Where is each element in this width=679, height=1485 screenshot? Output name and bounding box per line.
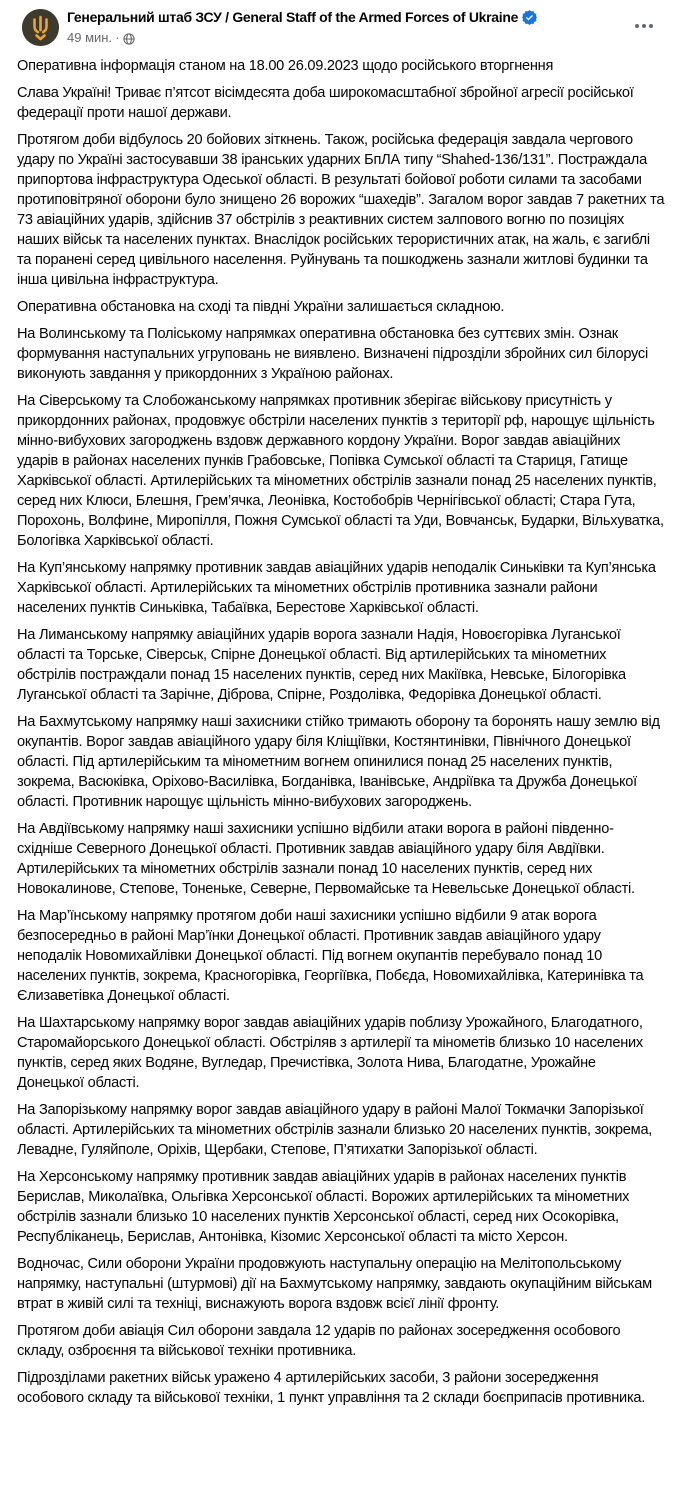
post-paragraph: На Шахтарському напрямку ворог завдав авіаційних ударів поблизу Урожайного, Благодатного, Старомайорського Донецької області. Обстріляв з артилерії та мінометів близько 10 населених пунктів, серед яких Водяне, Вугледар, Пречистівка, Золота Нива, Благодатне, Урожайне Донецької області. [17, 1015, 647, 1091]
post-paragraph: Оперативна обстановка на сході та півдні України залишається складною. [17, 299, 505, 315]
post-paragraph: Оперативна інформація станом на 18.00 26.09.2023 щодо російського вторгнення [17, 58, 554, 74]
verified-badge-icon [522, 10, 537, 25]
ellipsis-dot [635, 24, 639, 28]
post-paragraph: На Волинському та Поліському напрямках оперативна обстановка без суттєвих змін. Ознак формування наступальних угруповань не виявлено. Визначені підрозділи збройних сил білорусі виконують завдання у прикордонних з Україною районах. [17, 326, 652, 382]
post-paragraph: Протягом доби відбулось 20 бойових зіткнень. Також, російська федерація завдала чергового удару по Україні застосувавши 38 іранських ударних БпЛА типу “Shahed-136/131”. Постраждала припортова інфраструктура Одеської області. В результаті бойової роботи силами та засобами протиповітряної оборони було знищено 26 ворожих “шахедів”. Загалом ворог завдав 7 ракетних та 73 авіаційних ударів, здійснив 37 обстрілів з реактивних систем залпового вогню по позиціях наших військ та населених пунктах. Внаслідок російських терористичних атак, на жаль, є загиблі та поранені серед цивільного населення. Руйнувань та пошкоджень зазнали житлові будинки та інша цивільна інфраструктура. [17, 132, 669, 288]
post-paragraph: На Лиманському напрямку авіаційних ударів ворога зазнали Надія, Новоєгорівка Луганської області та Торське, Сіверськ, Спірне Донецької області. Від артилерійських та мінометних обстрілів постраждали понад 15 населених пунктів, серед них Макіївка, Невське, Білогорівка Луганської області та Зарічне, Діброва, Спірне, Роздолівка, Федорівка Донецької області. [17, 627, 630, 703]
header-info [67, 8, 623, 46]
post-paragraph: На Куп’янському напрямку противник завдав авіаційних ударів неподалік Синьківки та Куп’янська Харківської області. Артилерійських та мінометних обстрілів противника зазнали райони населених пунктів Синьківка, Табаївка, Берестове Харківської області. [17, 560, 660, 616]
post-meta-row [67, 30, 623, 46]
avatar[interactable] [22, 9, 59, 46]
page-name-row [67, 8, 623, 27]
post-options-button[interactable] [623, 14, 665, 38]
post-body-text [0, 46, 679, 1418]
timestamp-link[interactable]: 49 мин. [67, 30, 113, 45]
post-paragraph: На Авдіївському напрямку наші захисники успішно відбили атаки ворога в районі південно-східніше Северного Донецької області. Противник завдав авіаційного удару біля Авдіївки. Артилерійських та мінометних обстрілів зазнали понад 10 населених пунктів, серед них Новокалинове, Степове, Тоненьке, Северне, Первомайське та Невельське Донецької області. [17, 821, 635, 897]
post-paragraph: Водночас, Сили оборони України продовжують наступальну операцію на Мелітопольському напрямку, наступальні (штурмові) дії на Бахмутському напрямку, завдають окупаційним військам втрат в живій силі та техніці, виснажують ворога вздовж всієї лінії фронту. [17, 1256, 656, 1312]
trident-emblem-icon [22, 9, 59, 46]
page-name-link[interactable]: Генеральний штаб ЗСУ / General Staff of the Armed Forces of Ukraine [67, 9, 519, 25]
post-paragraph: На Херсонському напрямку противник завдав авіаційних ударів в районах населених пунктів Берислав, Миколаївка, Ольгівка Херсонської області. Ворожих артилерійських та мінометних обстрілів зазнали близько 10 населених пунктів Херсонської області, серед них Осокорівка, Республіканець, Берислав, Антонівка, Кізомис Херсонської області та місто Херсон. [17, 1169, 634, 1245]
ellipsis-dot [642, 24, 646, 28]
post-paragraph: Підрозділами ракетних військ уражено 4 артилерійських засоби, 3 райони зосередження особового складу та військової техніки, 1 пункт управління та 2 склади боєприпасів противника. [17, 1370, 646, 1406]
post-paragraph: На Мар’їнському напрямку протягом доби наші захисники успішно відбили 9 атак ворога безпосередньо в районі Мар’їнки Донецької області. Противник завдав авіаційного удару неподалік Новомихайлівки Донецької області. Під вогнем окупантів перебувало понад 10 населених пунктів, зокрема, Красногорівка, Георгіївка, Побєда, Новомихайлівка, Катеринівка та Єлизаветівка Донецької області. [17, 908, 648, 1004]
post-header [0, 0, 679, 46]
post-paragraph: На Запорізькому напрямку ворог завдав авіаційного удару в районі Малої Токмачки Запорізької області. Артилерійських та мінометних обстрілів зазнали близько 20 населених пунктів, зокрема, Левадне, Гуляйполе, Оріхів, Щербаки, Степове, П’ятихатки Запорізької області. [17, 1102, 656, 1158]
meta-separator: · [115, 30, 120, 45]
ellipsis-dot [649, 24, 653, 28]
post-paragraph: Слава Україні! Триває п’ятсот вісімдесята доба широкомасштабної збройної агресії російської федерації проти нашої держави. [17, 85, 638, 121]
post-paragraph: На Сіверському та Слобожанському напрямках противник зберігає військову присутність у прикордонних районах, продовжує обстріли населених пунктів з території рф, нарощує щільність мінно-вибухових загороджень вздовж державного кордону України. Ворог завдав авіаційних ударів в районах населених пунків Грабовське, Попівка Сумської області та Стариця, Гатище Харківської області. Артилерійських та мінометних обстрілів зазнали понад 25 населених пунктів, серед них Клюси, Блешня, Грем’ячка, Леонівка, Костобобрів Чернігівської області; Стара Гута, Порохонь, Волфине, Миропілля, Пожня Сумської області та Уди, Вовчанськ, Бударки, Вільхуватка, Бологівка Харківської області. [17, 393, 668, 549]
post-paragraph: Протягом доби авіація Сил оборони завдала 12 ударів по районах зосередження особового складу, озброєння та військової техніки противника. [17, 1323, 625, 1359]
globe-public-icon [123, 33, 135, 45]
post-paragraph: На Бахмутському напрямку наші захисники стійко тримають оборону та боронять нашу землю від окупантів. Ворог завдав авіаційного удару біля Кліщіївки, Костянтинівки, Північного Донецької області. Під артилерійським та мінометним вогнем опинилися понад 25 населених пунктів, зокрема, Васюківка, Оріхово-Василівка, Богданівка, Іванівське, Андріївка та Дружба Донецької області. Противник нарощує щільність мінно-вибухових загороджень. [17, 714, 664, 810]
